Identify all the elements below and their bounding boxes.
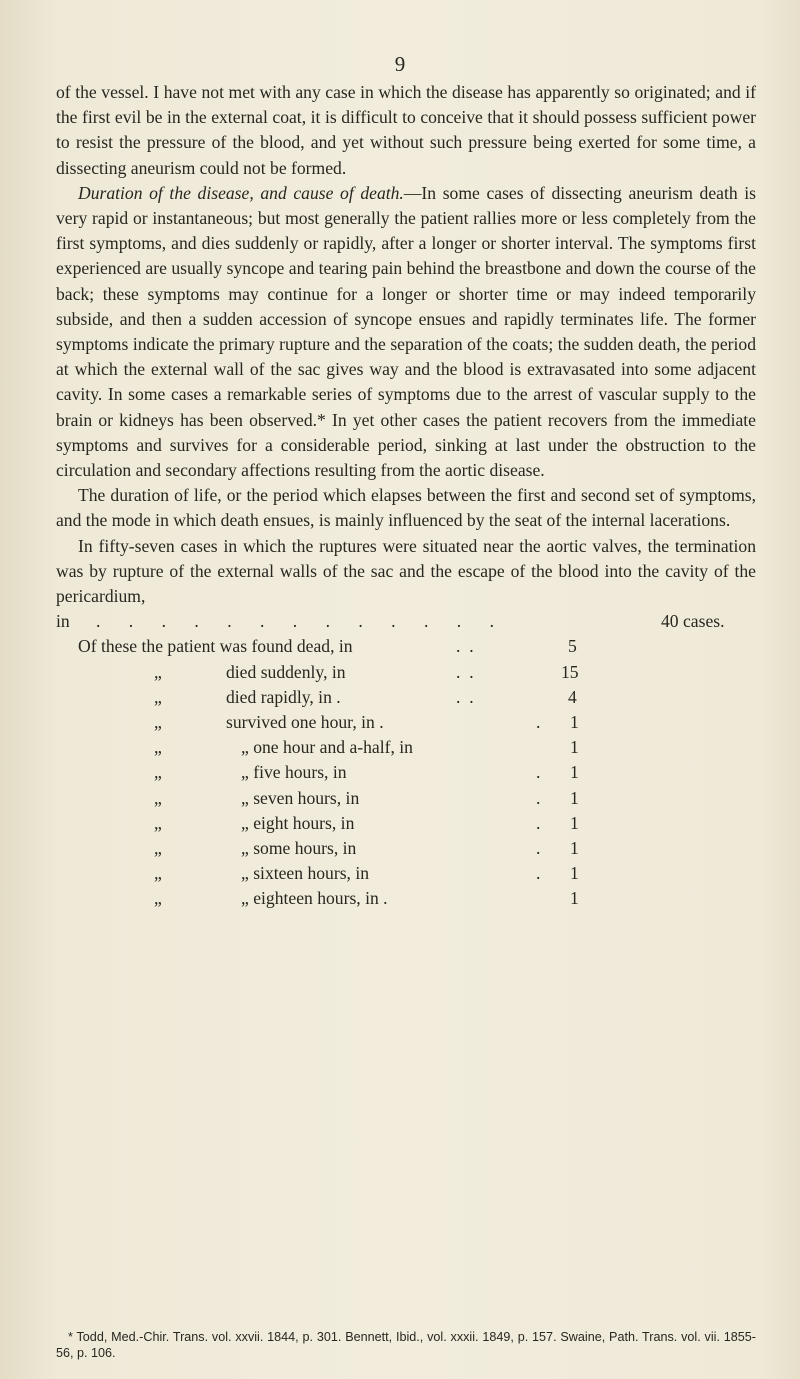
- dot-leader: .: [536, 787, 541, 808]
- row-label: „ some hours, in: [241, 837, 357, 858]
- page-number: 9: [394, 52, 406, 76]
- row-label: died rapidly, in .: [226, 686, 341, 707]
- row-prefix: „: [154, 712, 162, 733]
- row-prefix: „: [154, 787, 162, 808]
- total-cases: 40 cases.: [661, 611, 725, 632]
- row-label: „ eighteen hours, in .: [241, 888, 388, 909]
- dot-leader: .: [536, 863, 541, 884]
- row-label: „ eight hours, in: [241, 812, 355, 833]
- row-prefix: „: [154, 863, 162, 884]
- dot-leader: .: [536, 762, 541, 783]
- row-prefix: „: [154, 686, 162, 707]
- row-value: 15: [561, 661, 579, 682]
- dot-leader: . . . . . . . . . . . . .: [96, 611, 506, 632]
- table-lead-in: in: [56, 611, 70, 632]
- section-heading: Duration of the disease, and cause of death.: [78, 182, 404, 203]
- dot-leader: . .: [456, 661, 474, 682]
- table-total-row: [56, 609, 756, 634]
- row-label: „ one hour and a-half, in: [241, 737, 413, 758]
- row-prefix: „: [154, 812, 162, 833]
- row-label: survived one hour, in .: [226, 712, 384, 733]
- dot-leader: .: [536, 712, 541, 733]
- row-prefix: „: [154, 762, 162, 783]
- table-row: [56, 685, 756, 710]
- row-prefix: „: [154, 888, 162, 909]
- row-value: 1: [570, 812, 579, 833]
- body-text: [56, 80, 756, 912]
- table-row: [56, 710, 756, 735]
- dot-leader: . .: [456, 636, 474, 657]
- paragraph-1: of the vessel. I have not met with any case in which the disease has apparently so originated; and if the first evil be in the external coat, it is difficult to conceive that it should possess sufficient power to resist the pressure of the blood, and yet without such pressure being exerted for some time, a dissecting aneurism could not be formed.: [56, 82, 756, 178]
- row-label: „ seven hours, in: [241, 787, 360, 808]
- table-row: [56, 886, 756, 911]
- footnote-text: * Todd, Med.-Chir. Trans. vol. xxvii. 1844, p. 301. Bennett, Ibid., vol. xxxii. 1849, p. 157. Swaine, Path. Trans. vol. vii. 1855-56, p. 106.: [56, 1330, 756, 1360]
- paragraph-2: Duration of the disease, and cause of death.—In some cases of dissecting aneurism death is very rapid or instantaneous; but most generally the patient rallies more or less completely from the first symptoms, and dies suddenly or rapidly, after a longer or shorter interval. The symptoms first experienced are usually syncope and tearing pain behind the breastbone and down the course of the back; these symptoms may continue for a longer or shorter time or may indeed temporarily subside, and then a sudden accession of syncope ensues and rapidly terminates life. The former symptoms indicate the primary rupture and the separation of the coats; the sudden death, the period at which the external wall of the sac gives way and the blood is extravasated into some adjacent cavity. In some cases a remarkable series of symptoms due to the arrest of vascular supply to the brain or kidneys has been observed.* In yet other cases the patient recovers from the immediate symptoms and survives for a considerable period, sinking at last under the obstruction to the circulation and secondary affections resulting from the aortic disease.: [56, 182, 756, 481]
- row-label: Of these the patient was found dead, in: [78, 636, 353, 657]
- footnote: [56, 1329, 756, 1361]
- row-value: 5: [568, 636, 577, 657]
- table-row: [56, 811, 756, 836]
- row-value: 4: [568, 686, 577, 707]
- table-row: [56, 861, 756, 886]
- table-row: [56, 786, 756, 811]
- row-label: „ sixteen hours, in: [241, 863, 370, 884]
- row-label: died suddenly, in: [226, 661, 346, 682]
- table-row: [56, 634, 756, 659]
- table-row: [56, 660, 756, 685]
- table-row: [56, 836, 756, 861]
- row-value: 1: [570, 712, 579, 733]
- row-value: 1: [570, 888, 579, 909]
- row-prefix: „: [154, 661, 162, 682]
- row-prefix: „: [154, 737, 162, 758]
- row-value: 1: [570, 737, 579, 758]
- paragraph-3: The duration of life, or the period which elapses between the first and second set of symptoms, and the mode in which death ensues, is mainly influenced by the seat of the internal lacerations.: [56, 485, 756, 531]
- table-row: [56, 735, 756, 760]
- row-value: 1: [570, 837, 579, 858]
- paragraph-2-text: In some cases of dissecting aneurism death is very rapid or instantaneous; but most generally the patient rallies more or less completely from the first symptoms, and dies suddenly or rapidly, after a longer or shorter interval. The symptoms first experienced are usually syncope and tearing pain behind the breastbone and down the course of the back; these symptoms may continue for a longer or shorter time or may indeed temporarily subside, and then a sudden accession of syncope ensues and rapidly terminates life. The former symptoms indicate the primary rupture and the separation of the coats; the sudden death, the period at which the external wall of the sac gives way and the blood is extravasated into some adjacent cavity. In some cases a remarkable series of symptoms due to the arrest of vascular supply to the brain or kidneys has been observed.* In yet other cases the patient recovers from the immediate symptoms and survives for a considerable period, sinking at last under the obstruction to the circulation and secondary affections resulting from the aortic disease.: [56, 182, 756, 481]
- dot-leader: . .: [456, 686, 474, 707]
- row-value: 1: [570, 863, 579, 884]
- row-prefix: „: [154, 837, 162, 858]
- row-value: 1: [570, 787, 579, 808]
- row-label: „ five hours, in: [241, 762, 347, 783]
- dot-leader: .: [536, 837, 541, 858]
- dot-leader: .: [536, 812, 541, 833]
- table-row: [56, 760, 756, 785]
- row-value: 1: [570, 762, 579, 783]
- paragraph-4: In fifty-seven cases in which the ruptures were situated near the aortic valves, the termination was by rupture of the external walls of the sac and the escape of the blood into the cavity of the pericardium,: [56, 535, 756, 607]
